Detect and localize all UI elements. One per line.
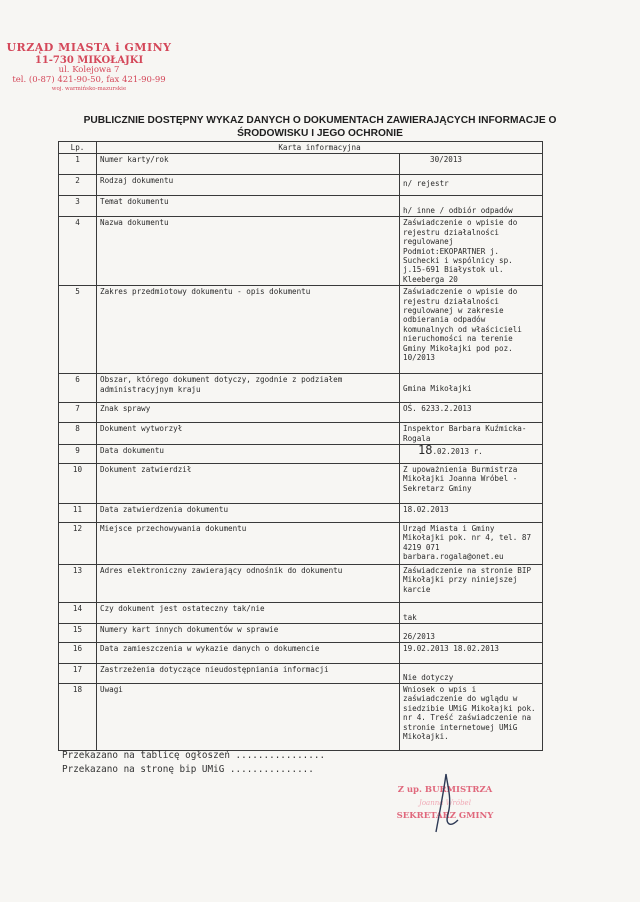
row-number: 8 <box>59 423 97 445</box>
row-number: 12 <box>59 523 97 565</box>
header-lp: Lp. <box>59 142 97 154</box>
row-label: Data zamieszczenia w wykazie danych o dokumencie <box>97 643 400 664</box>
office-stamp <box>4 42 174 92</box>
stamp-office-name: URZĄD MIASTA i GMINY <box>6 41 172 54</box>
table-row <box>59 286 543 374</box>
row-label: Data zatwierdzenia dokumentu <box>97 504 400 523</box>
row-value: Nie dotyczy <box>400 664 543 684</box>
table-row <box>59 684 543 751</box>
table-row <box>59 643 543 664</box>
table-row <box>59 196 543 217</box>
row-label: Miejsce przechowywania dokumentu <box>97 523 400 565</box>
row-value: 30/2013 <box>400 154 543 175</box>
table-row <box>59 423 543 445</box>
table-row <box>59 217 543 286</box>
row-label: Dokument wytworzył <box>97 423 400 445</box>
row-number: 17 <box>59 664 97 684</box>
row-value: Wniosek o wpis i zaświadczenie do wglądu w siedzibie UMiG Mikołajki pok. nr 4. Treść zaświadczenie na stronie internetowej UMiG Mikołajki. <box>400 684 543 751</box>
header-card: Karta informacyjna <box>97 142 543 154</box>
row-number: 1 <box>59 154 97 175</box>
footer-notice-board: Przekazano na tablicę ogłoszeń ................ <box>62 750 326 761</box>
row-number: 4 <box>59 217 97 286</box>
row-label: Numer karty/rok <box>97 154 400 175</box>
stamp-signer-name: Joanna Wróbel <box>419 799 471 807</box>
row-value: tak <box>400 603 543 624</box>
row-number: 3 <box>59 196 97 217</box>
document-title: PUBLICZNIE DOSTĘPNY WYKAZ DANYCH O DOKUMENTACH ZAWIERAJĄCYCH INFORMACJE O ŚRODOWISKU I JEGO OCHRONIE <box>83 115 557 139</box>
row-number: 14 <box>59 603 97 624</box>
row-label: Zastrzeżenia dotyczące nieudostępniania informacji <box>97 664 400 684</box>
row-number: 2 <box>59 175 97 196</box>
table-row <box>59 464 543 504</box>
row-label: Zakres przedmiotowy dokumentu - opis dokumentu <box>97 286 400 374</box>
row-label: Czy dokument jest ostateczny tak/nie <box>97 603 400 624</box>
row-label: Rodzaj dokumentu <box>97 175 400 196</box>
row-value: Z upoważnienia Burmistrza Mikołajki Joanna Wróbel - Sekretarz Gminy <box>400 464 543 504</box>
row-number: 11 <box>59 504 97 523</box>
stamp-phone-fax: tel. (0-87) 421-90-50, fax 421-90-99 <box>12 74 166 85</box>
row-number: 15 <box>59 624 97 643</box>
row-label: Data dokumentu <box>97 445 400 464</box>
row-value: Zaświadczenie o wpisie do rejestru działalności regulowanej w zakresie odbierania odpadów komunalnych od właścicieli nieruchomości na terenie Gminy Mikołajki pod poz. 10/2013 <box>400 286 543 374</box>
handwritten-signature <box>418 770 478 840</box>
table-header-row <box>59 142 543 154</box>
table-row <box>59 175 543 196</box>
row-value: 19.02.2013 18.02.2013 <box>400 643 543 664</box>
row-number: 13 <box>59 565 97 603</box>
row-value <box>400 445 543 464</box>
row-value: h/ inne / odbiór odpadów <box>400 196 543 217</box>
date-day: 18 <box>418 444 433 458</box>
row-value: Inspektor Barbara Kuźmicka-Rogala <box>400 423 543 445</box>
row-label: Znak sprawy <box>97 403 400 423</box>
row-value: Zaświadczenie o wpisie do rejestru działalności regulowanej Podmiot:EKOPARTNER j. Suchecki i wspólnicy sp. j.15-691 Białystok ul. Kleeberga 20 <box>400 217 543 286</box>
stamp-authorization: Z up. BURMISTRZA <box>397 785 493 795</box>
row-value: n/ rejestr <box>400 175 543 196</box>
row-value: Gmina Mikołajki <box>400 374 543 403</box>
row-value: 26/2013 <box>400 624 543 643</box>
table-row <box>59 603 543 624</box>
table-row <box>59 664 543 684</box>
table-row <box>59 504 543 523</box>
table-row <box>59 523 543 565</box>
table-row <box>59 445 543 464</box>
row-label: Uwagi <box>97 684 400 751</box>
table-row <box>59 624 543 643</box>
row-number: 9 <box>59 445 97 464</box>
table-row <box>59 154 543 175</box>
row-label: Temat dokumentu <box>97 196 400 217</box>
stamp-signer-role: SEKRETARZ GMINY <box>396 811 494 821</box>
stamp-voivodeship: woj. warmińsko-mazurskie <box>51 85 127 92</box>
row-label: Obszar, którego dokument dotyczy, zgodnie z podziałem administracyjnym kraju <box>97 374 400 403</box>
table-row <box>59 403 543 423</box>
row-label: Dokument zatwierdził <box>97 464 400 504</box>
info-card-table <box>58 141 543 751</box>
row-label: Adres elektroniczny zawierający odnośnik do dokumentu <box>97 565 400 603</box>
row-value: Urząd Miasta i Gminy Mikołajki pok. nr 4, tel. 87 4219 071 barbara.rogala@onet.eu <box>400 523 543 565</box>
row-label: Numery kart innych dokumentów w sprawie <box>97 624 400 643</box>
row-number: 7 <box>59 403 97 423</box>
table-row <box>59 565 543 603</box>
row-number: 18 <box>59 684 97 751</box>
row-value: 18.02.2013 <box>400 504 543 523</box>
row-value: OŚ. 6233.2.2013 <box>400 403 543 423</box>
row-number: 6 <box>59 374 97 403</box>
row-label: Nazwa dokumentu <box>97 217 400 286</box>
row-number: 10 <box>59 464 97 504</box>
stamp-street: ul. Kolejowa 7 <box>58 65 120 76</box>
stamp-postcode-city: 11-730 MIKOŁAJKI <box>34 54 144 66</box>
row-number: 16 <box>59 643 97 664</box>
table-row <box>59 374 543 403</box>
footer-bip-page: Przekazano na stronę bip UMiG ............... <box>62 764 314 775</box>
row-value: Zaświadczenie na stronie BIP Mikołajki przy niniejszej karcie <box>400 565 543 603</box>
date-rest: .02.2013 r. <box>432 447 483 457</box>
row-number: 5 <box>59 286 97 374</box>
